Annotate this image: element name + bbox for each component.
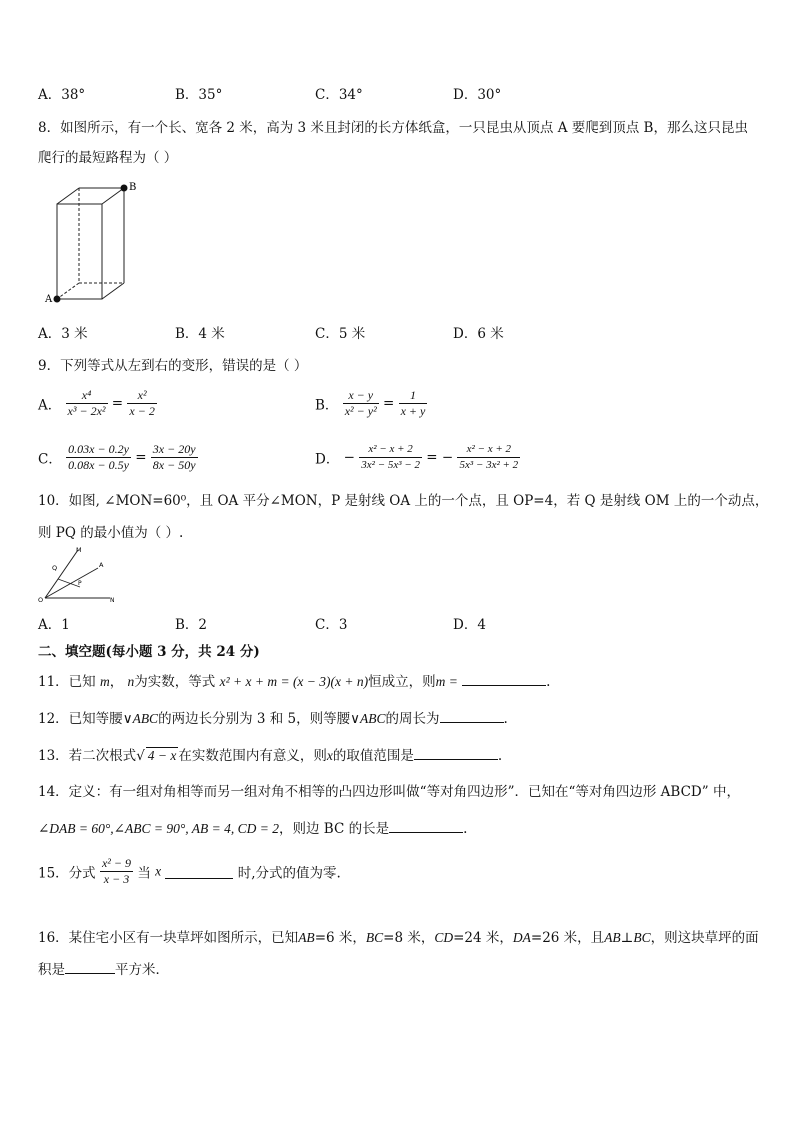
q16-t5: ，则这块草坪的面 <box>650 930 759 946</box>
q11-prefix: 11．已知 <box>38 674 96 690</box>
q10-stem-line2: 则 PQ 的最小值为（ ）. <box>38 525 184 541</box>
q16-perp: AB⊥BC <box>604 930 651 945</box>
q15-prefix: 15．分式 <box>38 865 96 882</box>
q7-option-c: C．34° <box>315 87 363 103</box>
q15-text: 时,分式的值为零. <box>237 865 341 882</box>
q8-stem-line1: 8．如图所示，有一个长、宽各 2 米，高为 3 米且封闭的长方体纸盒，一只昆虫从顶点 A 要爬到顶点 B，那么这只昆虫 <box>38 120 748 136</box>
q9a-right-den: x − 2 <box>129 404 155 418</box>
q16-cd: CD <box>434 930 454 945</box>
q16-text-a: 16．某住宅小区有一块草坪如图所示，已知 <box>38 930 299 946</box>
q7-option-d: D．30° <box>453 87 502 103</box>
q9a-left-den: x³ − 2x² <box>67 404 106 418</box>
q9c-left-num: 0.03x − 0.2y <box>68 442 129 456</box>
q13-end: . <box>497 748 503 764</box>
q11-answer-blank[interactable] <box>462 671 546 686</box>
q10-option-d: D．4 <box>453 617 486 633</box>
q16-answer-blank[interactable] <box>65 959 115 974</box>
q16-t1: =6 米， <box>314 930 366 946</box>
q8-box-figure <box>42 180 142 308</box>
q9b-right-num: 1 <box>399 388 428 404</box>
q16-da: DA <box>512 930 531 945</box>
q8-option-b: B．4 米 <box>175 326 225 342</box>
q9-option-a: A． $\frac{\text{x⁴}}{\text{x³ − 2x²}}$ = $\frac{\text{x²}}{x - 2}$ <box>38 388 155 418</box>
q11-sep: ， <box>109 674 124 690</box>
q8-option-a: A．3 米 <box>38 326 88 342</box>
q13-mid: 在实数范围内有意义，则 <box>178 748 327 764</box>
q13-radicand: 4 − x <box>147 748 177 763</box>
label-m: M <box>76 546 82 554</box>
q12-prefix: 12．已知等腰 <box>38 711 123 727</box>
q16-line1 <box>38 926 759 946</box>
q15-numerator: x² − 9 <box>101 856 132 870</box>
q16-bc: BC <box>365 930 384 945</box>
q11-text1: 为实数，等式 <box>134 674 216 690</box>
q9-option-d: D． − $\frac{\text{x² − x + 2}}{\text{3x² − 5x³ − 2}}$ = − $\frac{\text{x² − x + 2}}{\text{5x³ − 3x² + 2}}$ <box>315 443 519 471</box>
q11-m-eq: m = <box>435 674 458 689</box>
q15-answer-blank[interactable] <box>165 864 233 879</box>
q9c-left-den: 0.08x − 0.5y <box>68 458 129 472</box>
q9-label-d: D． <box>315 451 340 468</box>
label-o: O <box>38 596 44 604</box>
q16-t3: =24 米， <box>453 930 513 946</box>
q9-label-a: A． <box>38 397 62 414</box>
q13-var-x: x <box>326 748 333 763</box>
q10-option-b: B．2 <box>175 617 208 633</box>
question-15 <box>38 856 341 887</box>
q10-option-c: C．3 <box>315 617 348 633</box>
q9-option-b: B． $\frac{x - y}{\text{x² − y²}}$ = $\frac{1}{x + y}$ <box>315 388 426 418</box>
q12-end: . <box>503 711 508 727</box>
q9c-right-den: 8x − 50y <box>152 458 196 472</box>
q14-answer-blank[interactable] <box>389 818 463 833</box>
q16-ab: AB <box>298 930 315 945</box>
point-b <box>121 185 128 192</box>
label-p: P <box>78 580 82 587</box>
q16-line2-b: 平方米． <box>115 962 169 978</box>
q8-stem-line2: 爬行的最短路程为（ ） <box>38 150 178 166</box>
section-2-title: 二、填空题(每小题 3 分，共 24 分) <box>38 644 260 660</box>
q9d-right-den: 5x³ − 3x² + 2 <box>459 459 519 471</box>
q14-conditions: ∠DAB = 60°,∠ABC = 90°, AB = 4, CD = 2 <box>38 821 279 836</box>
q9a-right-num: x² <box>127 388 156 404</box>
q15-mid: 当 <box>137 865 151 882</box>
q16-line2 <box>38 958 169 978</box>
label-b: B <box>129 182 137 193</box>
q16-t4: =26 米，且 <box>530 930 605 946</box>
q8-option-c: C．5 米 <box>315 326 366 342</box>
q9-option-c: C． $\frac{0.03x - 0.2y}{0.08x - 0.5y}$ = $\frac{3x - 20y}{8x - 50y}$ <box>38 442 196 472</box>
q15-denominator: x − 3 <box>103 872 130 886</box>
q10-angle-figure <box>36 544 122 606</box>
q15-var-x: x <box>155 863 162 879</box>
q14-line1: 14．定义：有一组对角相等而另一组对角不相等的凸四边形叫做“等对角四边形”．已知在“等对角四边形 ABCD” 中， <box>38 784 740 800</box>
label-q: Q <box>52 564 58 572</box>
q9b-left-den: x² − y² <box>344 404 377 418</box>
q11-var-n: n <box>127 674 135 689</box>
q9-stem: 9．下列等式从左到右的变形，错误的是（ ） <box>38 358 308 374</box>
q10-stem-line1: 10．如图, ∠MON=60⁰，且 OA 平分∠MON，P 是射线 OA 上的一个点，且 OP=4，若 Q 是射线 OM 上的一个动点， <box>38 493 769 509</box>
label-a: A <box>45 294 53 305</box>
q9d-left-num: x² − x + 2 <box>359 442 422 458</box>
q7-option-b: B．35° <box>175 87 223 103</box>
q9b-left-num: x − y <box>343 388 379 404</box>
q12-text: 的周长为 <box>385 711 440 727</box>
q16-t2: =8 米， <box>383 930 435 946</box>
q11-text2: 恒成立，则 <box>368 674 436 690</box>
label-n: N <box>110 597 115 604</box>
q7-option-a: A．38° <box>38 87 86 103</box>
q12-answer-blank[interactable] <box>440 708 504 723</box>
q11-end: . <box>546 674 551 690</box>
q12-triangle-2: ∨ABC <box>350 711 386 726</box>
q11-var-m: m <box>99 674 110 689</box>
q12-triangle: ∨ABC <box>122 711 159 726</box>
q16-line2-a: 积是 <box>38 962 65 978</box>
q9d-right-num: x² − x + 2 <box>457 442 520 458</box>
q9b-right-den: x + y <box>400 404 426 418</box>
q13-text: 的取值范围是 <box>332 748 414 764</box>
q12-mid: 的两边长分别为 3 和 5，则等腰 <box>158 711 351 727</box>
q13-answer-blank[interactable] <box>414 745 498 760</box>
q14-end: . <box>463 821 468 837</box>
q9d-left-den: 3x² − 5x³ − 2 <box>361 459 420 471</box>
question-11 <box>38 670 550 690</box>
question-12 <box>38 707 508 727</box>
label-a: A <box>99 561 104 569</box>
q10-option-a: A．1 <box>38 617 70 633</box>
q9-label-c: C． <box>38 451 62 468</box>
point-a <box>54 296 61 303</box>
q8-option-d: D．6 米 <box>453 326 504 342</box>
q14-text: ，则边 BC 的长是 <box>278 821 390 837</box>
q9-label-b: B． <box>315 397 339 414</box>
q9a-left-num: x⁴ <box>66 388 108 404</box>
q13-prefix: 13．若二次根式 <box>38 748 137 764</box>
q14-line2 <box>38 817 467 837</box>
q11-equation: x² + x + m = (x − 3)(x + n) <box>219 674 369 689</box>
q9c-right-num: 3x − 20y <box>152 442 196 456</box>
question-13: 13．若二次根式√ 4 − x 在实数范围内有意义，则x的取值范围是 . <box>38 744 502 764</box>
